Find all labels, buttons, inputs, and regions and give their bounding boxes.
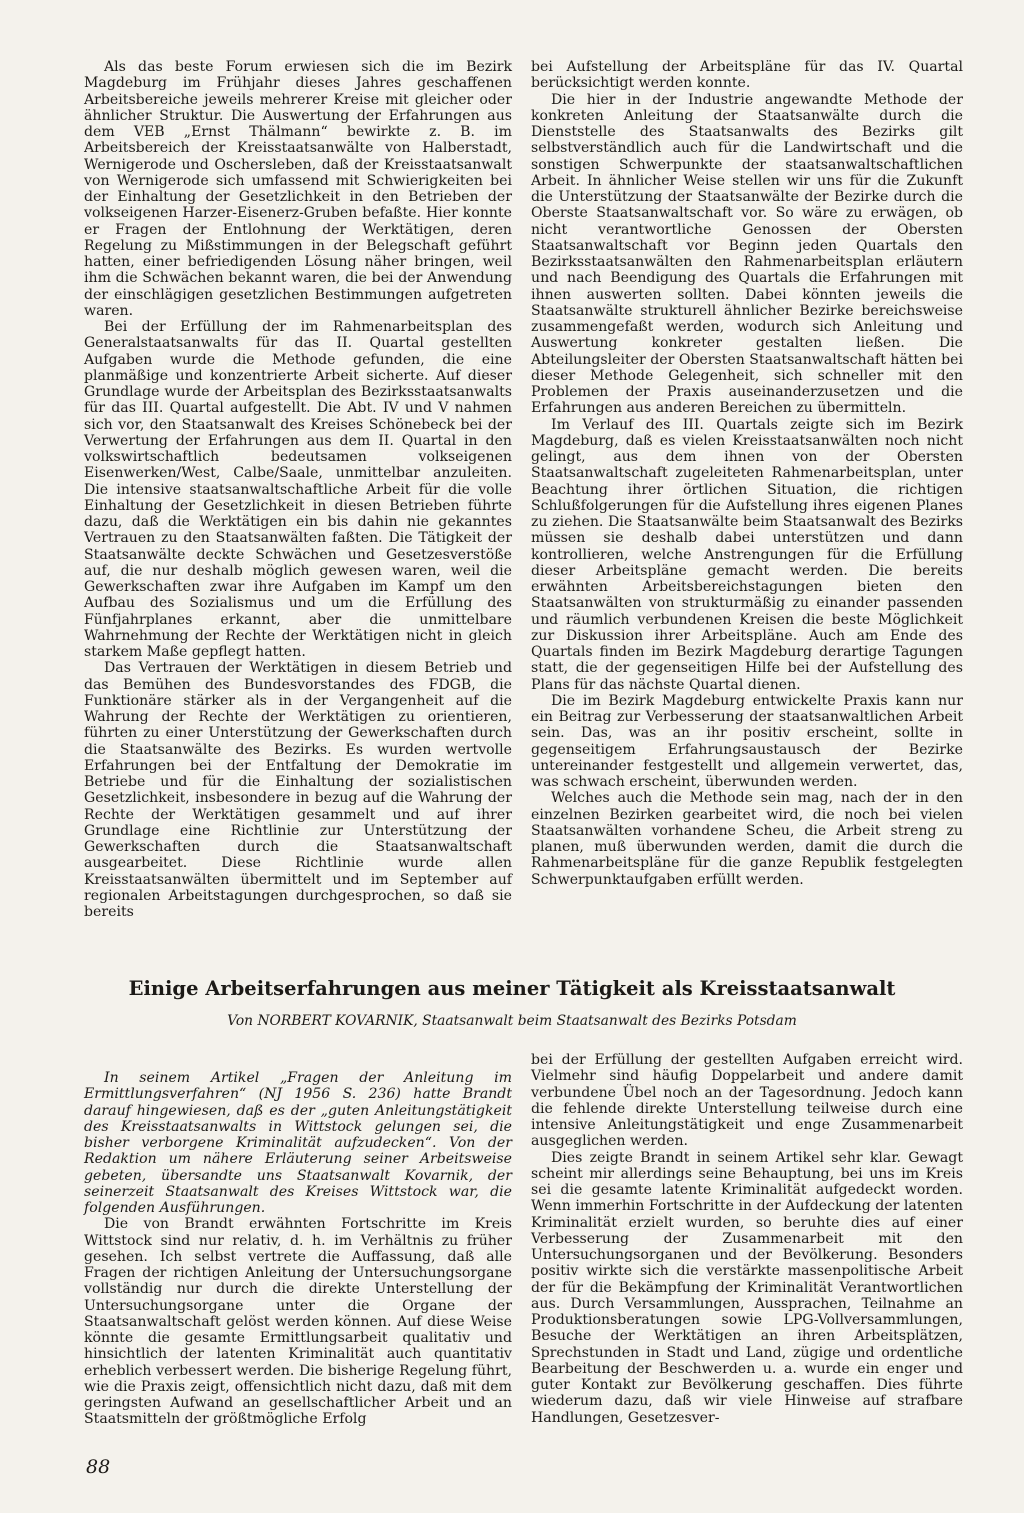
paragraph: Im Verlauf des III. Quartals zeigte sich im Bezirk Magdeburg, daß es vielen Kreisstaatsanwälten noch nicht gelingt, aus dem ihnen von der Obersten Staatsanwaltschaft zugeleiteten Rahmenarbeitsplan, unter Beachtung ihrer örtlichen Situation, die richtigen Schlußfolgerungen für die Aufstellung ihres eigenen Planes zu ziehen. Die Staatsanwälte beim Staatsanwalt des Bezirks müssen sie deshalb dabei unterstützen und dann kontrollieren, welche Anstrengungen für die Erfüllung dieser Arbeitspläne gemacht werden. Die bereits erwähnten Arbeitsbereichstagungen bieten den Staatsanwälten von strukturmäßig zu einander passenden und räumlich verbundenen Kreisen die beste Möglichkeit zur Diskussion ihrer Arbeitspläne. Auch am Ende des Quartals finden im Bezirk Magdeburg derartige Tagungen statt, die der gegenseitigen Hilfe bei der Aufstellung des Plans für das nächste Quartal dienen.	[531, 416, 963, 693]
paragraph: Bei der Erfüllung der im Rahmenarbeitsplan des Generalstaatsanwalts für das II. Quartal gestellten Aufgaben wurde die Methode gefunden, die eine planmäßige und konzentrierte Arbeit sicherte. Auf dieser Grundlage wurde der Arbeitsplan des Bezirksstaatsanwalts für das III. Quartal aufgestellt. Die Abt. IV und V nahmen sich vor, den Staatsanwalt des Kreises Schönebeck bei der Verwertung der Erfahrungen aus dem II. Quartal in den volkswirtschaftlich bedeutsamen volkseigenen Eisenwerken/West, Calbe/Saale, unmittelbar anzuleiten. Die intensive staatsanwaltschaftliche Arbeit für die volle Einhaltung der Gesetzlichkeit in diesen Betrieben führte dazu, daß die Werktätigen ein bis dahin nie gekanntes Vertrauen zu den Staatsanwälten faßten. Die Tätigkeit der Staatsanwälte deckte Schwächen und Gesetzesverstöße auf, die nur deshalb möglich gewesen waren, weil die Gewerkschaften zwar ihre Aufgaben im Kampf um den Aufbau des Sozialismus und um die Erfüllung des Fünfjahrplanes erkannt, aber die unmittelbare Wahrnehmung der Rechte der Werktätigen nicht in gleich starkem Maße gepflegt hatten.	[84, 319, 512, 660]
paragraph: Welches auch die Methode sein mag, nach der in den einzelnen Bezirken gearbeitet wird, die noch bei vielen Staatsanwälten vorhandene Scheu, die Arbeit streng zu planen, muß überwunden werden, damit die durch die Rahmenarbeitspläne für die ganze Republik festgelegten Schwerpunktaufgaben erfüllt werden.	[531, 790, 963, 888]
editorial-intro: In seinem Artikel „Fragen der Anleitung im Ermittlungsverfahren“ (NJ 1956 S. 236) hatte Brandt darauf hingewiesen, daß es der „guten Anleitungstätigkeit des Kreisstaatsanwalts in Wittstock gelungen sei, die bisher verborgene Kriminalität aufzudecken“. Von der Redaktion um nähere Erläuterung seiner Arbeitsweise gebeten, übersandte uns Staatsanwalt Kovarnik, der seinerzeit Staatsanwalt des Kreises Wittstock war, die folgenden Ausführungen.	[84, 1070, 512, 1216]
paragraph: Als das beste Forum erwiesen sich die im Bezirk Magdeburg im Frühjahr dieses Jahres geschaffenen Arbeitsbereiche jeweils mehrerer Kreise mit gleicher oder ähnlicher Struktur. Die Auswertung der Erfahrungen aus dem VEB „Ernst Thälmann“ bewirkte z. B. im Arbeitsbereich der Kreisstaatsanwälte von Halberstadt, Wernigerode und Oschersleben, daß der Kreisstaatsanwalt von Wernigerode sich umfassend mit Schwierigkeiten bei der Einhaltung der Gesetzlichkeit in den Betrieben der volkseigenen Harzer-Eisenerz-Gruben befaßte. Hier konnte er Fragen der Entlohnung der Werktätigen, deren Regelung zu Mißstimmungen in der Belegschaft geführt hatten, einer befriedigenden Lösung näher bringen, weil ihm die Schwächen bekannt waren, die bei der Anwendung der einschlägigen gesetzlichen Bestimmungen aufgetreten waren.	[84, 59, 512, 319]
paragraph: bei der Erfüllung der gestellten Aufgaben erreicht wird. Vielmehr sind häufig Doppelarbeit und andere damit verbundene Übel noch an der Tagesordnung. Jedoch kann die fehlende direkte Unterstellung teilweise durch eine intensive Anleitungstätigkeit und enge Zusammenarbeit ausgeglichen werden.	[531, 1052, 963, 1150]
paragraph: Die im Bezirk Magdeburg entwickelte Praxis kann nur ein Beitrag zur Verbesserung der staatsanwaltlichen Arbeit sein. Das, was an ihr positiv erscheint, sollte in gegenseitigem Erfahrungsaustausch der Bezirke untereinander festgestellt und allgemein verwertet, das, was schwach erscheint, überwunden werden.	[531, 692, 963, 790]
paragraph: Dies zeigte Brandt in seinem Artikel sehr klar. Gewagt scheint mir allerdings seine Behauptung, bei uns im Kreis sei die gesamte latente Kriminalität aufgedeckt worden. Wenn immerhin Fortschritte in der Aufdeckung der latenten Kriminalität erzielt wurden, so beruhte dies auf einer Verbesserung der Zusammenarbeit mit den Untersuchungsorganen und der Bevölkerung. Besonders positiv wirkte sich die verstärkte massenpolitische Arbeit der für die Bekämpfung der Kriminalität Verantwortlichen aus. Durch Versammlungen, Aussprachen, Teilnahme an Produktionsberatungen sowie LPG-Vollversammlungen, Besuche der Werktätigen an ihren Arbeitsplätzen, Sprechstunden in Stadt und Land, zügige und ordentliche Bearbeitung der Beschwerden u. a. wurde ein enger und guter Kontakt zur Bevölkerung geschaffen. Dies führte wiederum dazu, daß wir viele Hinweise auf strafbare Handlungen, Gesetzesver-	[531, 1149, 963, 1426]
article2-right-column	[531, 1052, 963, 1426]
article-byline: Von NORBERT KOVARNIK, Staatsanwalt beim Staatsanwalt des Bezirks Potsdam	[227, 1013, 797, 1029]
article1-right-column	[531, 59, 963, 888]
paragraph: bei Aufstellung der Arbeitspläne für das IV. Quartal berücksichtigt werden konnte.	[531, 59, 963, 92]
page-number: 88	[86, 1456, 111, 1478]
article2-left-column	[84, 1070, 512, 1428]
article1-left-column	[84, 59, 512, 920]
paragraph: Die hier in der Industrie angewandte Methode der konkreten Anleitung der Staatsanwälte durch die Dienststelle des Staatsanwalts des Bezirks gilt selbstverständlich auch für die Landwirtschaft und die sonstigen Schwerpunkte der staatsanwaltschaftlichen Arbeit. In ähnlicher Weise stellen wir uns für die Zukunft die Unterstützung der Staatsanwälte der Bezirke durch die Oberste Staatsanwaltschaft vor. So wäre zu erwägen, ob nicht verantwortliche Genossen der Obersten Staatsanwaltschaft vor Beginn jeden Quartals den Bezirksstaatsanwälten den Rahmenarbeitsplan erläutern und nach Beendigung des Quartals die Erfahrungen mit ihnen auswerten sollten. Dabei könnten jeweils die Staatsanwälte strukturell ähnlicher Bezirke bereichsweise zusammengefaßt werden, wodurch sich Anleitung und Auswertung konkreter gestalten ließen. Die Abteilungsleiter der Obersten Staatsanwaltschaft hätten bei dieser Methode Gelegenheit, sich schneller mit den Problemen der Praxis auseinanderzusetzen und die Erfahrungen aus anderen Bereichen zu übermitteln.	[531, 91, 963, 417]
article-title: Einige Arbeitserfahrungen aus meiner Tätigkeit als Kreisstaatsanwalt	[128, 977, 896, 1000]
paragraph: Die von Brandt erwähnten Fortschritte im Kreis Wittstock sind nur relativ, d. h. im Verhältnis zu früher gesehen. Ich selbst vertrete die Auffassung, daß alle Fragen der richtigen Anleitung der Untersuchungsorgane vollständig nur durch die direkte Unterstellung der Untersuchungsorgane unter die Organe der Staatsanwaltschaft gelöst werden können. Auf diese Weise könnte die gesamte Ermittlungsarbeit qualitativ und hinsichtlich der latenten Kriminalität auch quantitativ erheblich verbessert werden. Die bisherige Regelung führt, wie die Praxis zeigt, offensichtlich nicht dazu, daß mit dem geringsten Aufwand an gesellschaftlicher Arbeit und an Staatsmitteln der größtmögliche Erfolg	[84, 1216, 512, 1428]
paragraph: Das Vertrauen der Werktätigen in diesem Betrieb und das Bemühen des Bundesvorstandes des FDGB, die Funktionäre stärker als in der Vergangenheit auf die Wahrung der Rechte der Werktätigen zu orientieren, führten zu einer Unterstützung der Gewerkschaften durch die Staatsanwälte des Bezirks. Es wurden wertvolle Erfahrungen bei der Entfaltung der Demokratie im Betriebe und für die Einhaltung der sozialistischen Gesetzlichkeit, insbesondere in bezug auf die Wahrung der Rechte der Werktätigen gesammelt und auf ihrer Grundlage eine Richtlinie zur Unterstützung der Gewerkschaften durch die Staatsanwaltschaft ausgearbeitet. Diese Richtlinie wurde allen Kreisstaatsanwälten übermittelt und im September auf regionalen Arbeitstagungen durchgesprochen, so daß sie bereits	[84, 660, 512, 920]
